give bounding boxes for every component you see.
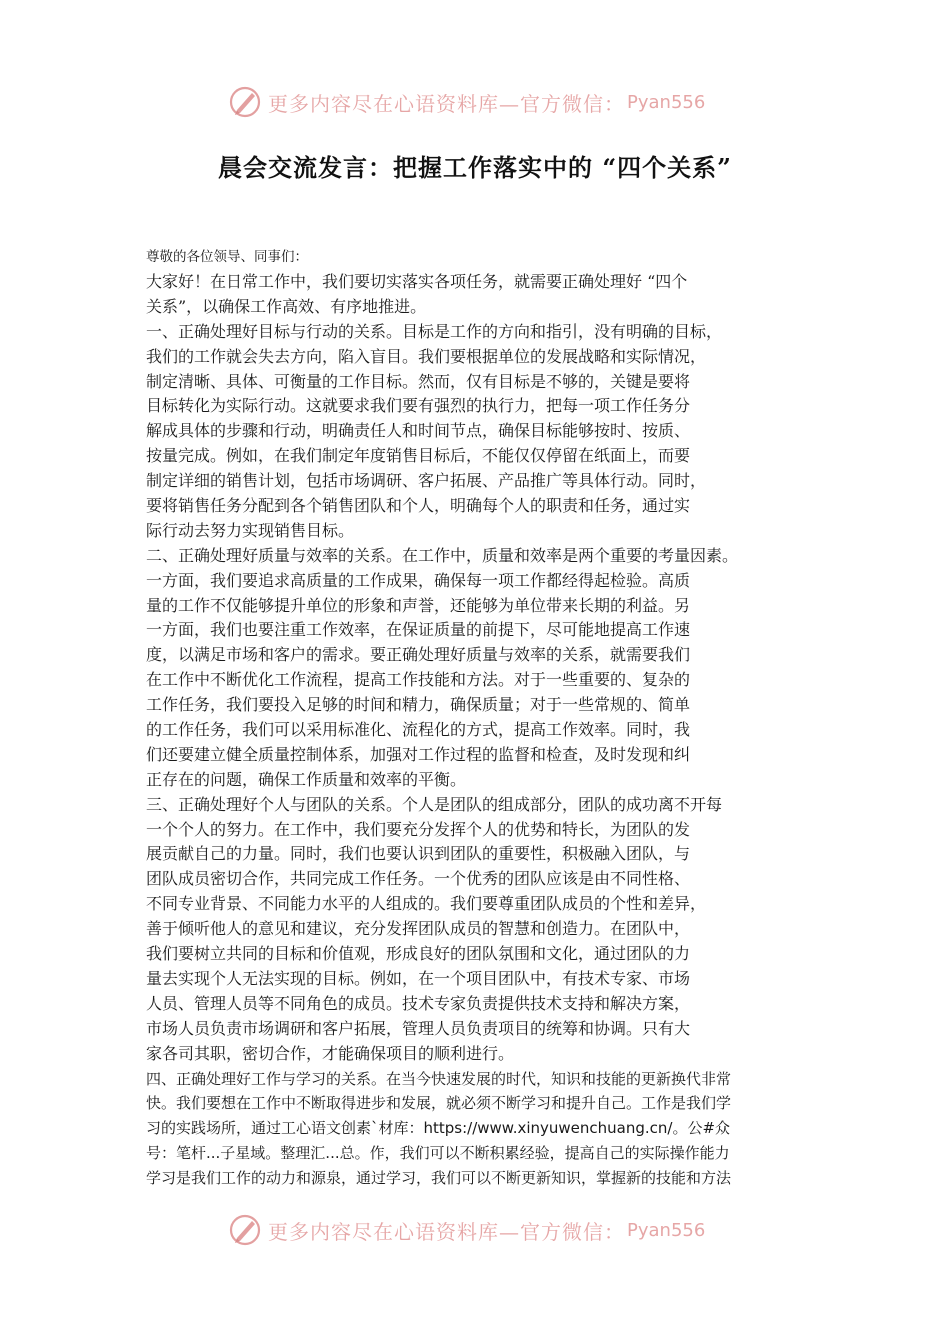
text-line: 市场人员负责市场调研和客户拓展，管理人员负责项目的统筹和协调。只有大 bbox=[146, 1018, 691, 1038]
page-title: 晨会交流发言：把握工作落实中的 “四个关系” bbox=[218, 153, 732, 182]
text-line: 号：笔杆...子星域。整理汇...总。作，我们可以不断积累经验，提高自己的实际操作能力 bbox=[146, 1144, 730, 1163]
text-line: 我们的工作就会失去方向，陷入盲目。我们要根据单位的发展战略和实际情况， bbox=[146, 346, 707, 366]
text-line: 团队成员密切合作，共同完成工作任务。一个优秀的团队应该是由不同性格、 bbox=[146, 869, 691, 889]
text-line: 快。我们要想在工作中不断取得进步和发展，就必须不断学习和提升自己。工作是我们学 bbox=[146, 1094, 732, 1113]
text-line: 按量完成。例如，在我们制定年度销售目标后，不能仅仅停留在纸面上，而要 bbox=[146, 446, 691, 466]
text-line: 要将销售任务分配到各个销售团队和个人，明确每个人的职责和任务，通过实 bbox=[146, 496, 691, 516]
text-line: 三、正确处理好个人与团队的关系。个人是团队的组成部分，团队的成功离不开每 bbox=[146, 794, 723, 814]
text-line: 我们要树立共同的目标和价值观，形成良好的团队氛围和文化，通过团队的力 bbox=[146, 944, 691, 964]
text-line: 一方面，我们要追求高质量的工作成果，确保每一项工作都经得起检验。高质 bbox=[146, 570, 691, 590]
text-line: 在工作中不断优化工作流程，提高工作技能和方法。对于一些重要的、复杂的 bbox=[146, 670, 691, 690]
text-line: 度，以满足市场和客户的需求。要正确处理好质量与效率的关系，就需要我们 bbox=[146, 645, 691, 665]
text-line: 善于倾听他人的意见和建议，充分发挥团队成员的智慧和创造力。在团队中， bbox=[146, 919, 691, 939]
watermark-brand-text: 更多内容尽在心语资料库—官方微信： bbox=[268, 91, 625, 116]
text-line: 正存在的问题，确保工作质量和效率的平衡。 bbox=[146, 769, 467, 789]
watermark-wechat-id: Pyan556 bbox=[627, 1219, 706, 1241]
text-line: 解成具体的步骤和行动，明确责任人和时间节点，确保目标能够按时、按质、 bbox=[146, 421, 691, 441]
watermark-banner-top bbox=[228, 82, 748, 122]
text-line: 们还要建立健全质量控制体系，加强对工作过程的监督和检查，及时发现和纠 bbox=[146, 744, 691, 764]
text-line: 制定清晰、具体、可衡量的工作目标。然而，仅有目标是不够的，关键是要将 bbox=[146, 371, 691, 391]
text-line: 人员、管理人员等不同角色的成员。技术专家负责提供技术支持和解决方案， bbox=[146, 993, 691, 1013]
document-body bbox=[146, 244, 818, 1191]
text-line: 际行动去努力实现销售目标。 bbox=[146, 520, 355, 540]
watermark-brand-text: 更多内容尽在心语资料库—官方微信： bbox=[268, 1219, 625, 1244]
text-line: 习的实践场所，通过工心语文创素`材库：https://www.xinyuwenchuang.cn/。公#众 bbox=[146, 1119, 731, 1138]
text-line: 家各司其职，密切合作，才能确保项目的顺利进行。 bbox=[146, 1043, 515, 1063]
text-line: 四、正确处理好工作与学习的关系。在当今快速发展的时代，知识和技能的更新换代非常 bbox=[146, 1069, 732, 1088]
text-line: 二、正确处理好质量与效率的关系。在工作中，质量和效率是两个重要的考量因素。 bbox=[146, 545, 739, 565]
text-line: 展贡献自己的力量。同时，我们也要认识到团队的重要性，积极融入团队，与 bbox=[146, 844, 691, 864]
text-line: 一、正确处理好目标与行动的关系。目标是工作的方向和指引，没有明确的目标， bbox=[146, 321, 723, 341]
text-line: 一方面，我们也要注重工作效率，在保证质量的前提下，尽可能地提高工作速 bbox=[146, 620, 691, 640]
text-line: 一个个人的努力。在工作中，我们要充分发挥个人的优势和特长，为团队的发 bbox=[146, 819, 691, 839]
watermark-wechat-id: Pyan556 bbox=[627, 91, 706, 113]
text-line: 学习是我们工作的动力和源泉，通过学习，我们可以不断更新知识，掌握新的技能和方法 bbox=[146, 1169, 732, 1188]
text-line: 制定详细的销售计划，包括市场调研、客户拓展、产品推广等具体行动。同时， bbox=[146, 471, 707, 491]
pen-logo-icon bbox=[228, 85, 262, 119]
text-line: 量的工作不仅能够提升单位的形象和声誉，还能够为单位带来长期的利益。另 bbox=[146, 595, 691, 615]
text-line: 不同专业背景、不同能力水平的人组成的。我们要尊重团队成员的个性和差异， bbox=[146, 894, 707, 914]
section-four-lines bbox=[146, 1067, 818, 1191]
salutation: 尊敬的各位领导、同事们： bbox=[146, 249, 308, 265]
text-line: 大家好！在日常工作中，我们要切实落实各项任务，就需要正确处理好 “四个 bbox=[146, 272, 688, 291]
text-line: 目标转化为实际行动。这就要求我们要有强烈的执行力，把每一项工作任务分 bbox=[146, 396, 691, 416]
text-line: 工作任务，我们要投入足够的时间和精力，确保质量；对于一些常规的、简单 bbox=[146, 695, 691, 715]
watermark-banner-bottom bbox=[228, 1210, 748, 1250]
text-line: 的工作任务，我们可以采用标准化、流程化的方式，提高工作效率。同时，我 bbox=[146, 720, 691, 740]
text-line: 量去实现个人无法实现的目标。例如，在一个项目团队中，有技术专家、市场 bbox=[146, 968, 691, 988]
pen-logo-icon bbox=[228, 1213, 262, 1247]
text-line: 关系”，以确保工作高效、有序地推进。 bbox=[146, 296, 427, 316]
paragraph-lines bbox=[146, 270, 818, 1067]
